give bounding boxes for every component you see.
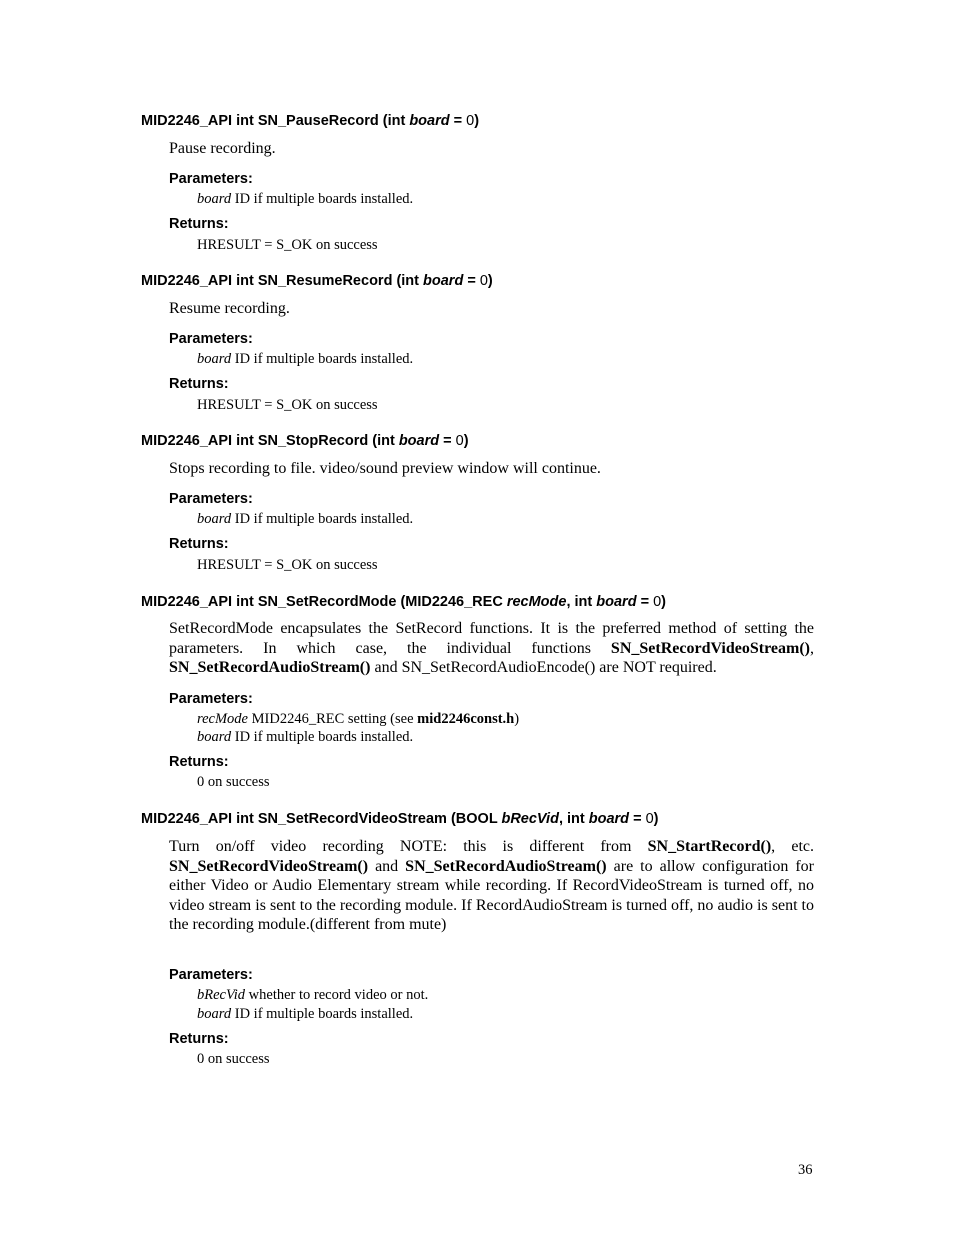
parameters-label: Parameters: <box>169 691 253 707</box>
returns-value: HRESULT = S_OK on success <box>197 237 378 253</box>
returns-value: HRESULT = S_OK on success <box>197 397 378 413</box>
returns-label: Returns: <box>169 1031 229 1047</box>
parameter-item: board ID if multiple boards installed. <box>197 729 414 745</box>
function-description: SetRecordMode encapsulates the SetRecord functions. It is the preferred method of setting the parameters. In which case, the individual functions SN_SetRecordVideoStream(), SN_SetRecordAudioStream() and SN_SetRecordAudioEncode() are NOT required. <box>169 620 814 677</box>
function-signature: MID2246_API int SN_SetRecordMode (MID2246_REC recMode, int board = 0) <box>141 594 667 610</box>
parameters-label: Parameters: <box>169 171 253 187</box>
page-number: 36 <box>798 1162 813 1178</box>
function-signature: MID2246_API int SN_StopRecord (int board = 0) <box>141 433 469 449</box>
parameters-label: Parameters: <box>169 331 253 347</box>
returns-value: 0 on success <box>197 774 270 790</box>
parameters-label: Parameters: <box>169 491 253 507</box>
parameter-item: board ID if multiple boards installed. <box>197 191 414 207</box>
returns-value: 0 on success <box>197 1051 270 1067</box>
parameter-item: bRecVid whether to record video or not. <box>197 987 429 1003</box>
returns-value: HRESULT = S_OK on success <box>197 557 378 573</box>
function-signature: MID2246_API int SN_SetRecordVideoStream (BOOL bRecVid, int board = 0) <box>141 811 659 827</box>
function-description: Turn on/off video recording NOTE: this is different from SN_StartRecord(), etc. SN_SetRecordVideoStream() and SN_SetRecordAudioStream() are to allow configuration for either Video or Audio Elementary stream while recording. If RecordVideoStream is turned off, no video stream is sent to the recording module. If RecordAudioStream is turned off, no audio is sent to the recording module.(different from mute) <box>169 838 815 934</box>
parameters-label: Parameters: <box>169 967 253 983</box>
returns-label: Returns: <box>169 536 229 552</box>
returns-label: Returns: <box>169 376 229 392</box>
function-description: Stops recording to file. video/sound preview window will continue. <box>169 460 601 477</box>
returns-label: Returns: <box>169 754 229 770</box>
function-description: Pause recording. <box>169 140 276 157</box>
parameter-item: board ID if multiple boards installed. <box>197 511 414 527</box>
returns-label: Returns: <box>169 216 229 232</box>
parameter-item: recMode MID2246_REC setting (see mid2246const.h) <box>197 711 520 727</box>
parameter-item: board ID if multiple boards installed. <box>197 1006 414 1022</box>
function-signature: MID2246_API int SN_ResumeRecord (int board = 0) <box>141 273 493 289</box>
parameter-item: board ID if multiple boards installed. <box>197 351 414 367</box>
function-signature: MID2246_API int SN_PauseRecord (int board = 0) <box>141 113 480 129</box>
function-description: Resume recording. <box>169 300 290 317</box>
